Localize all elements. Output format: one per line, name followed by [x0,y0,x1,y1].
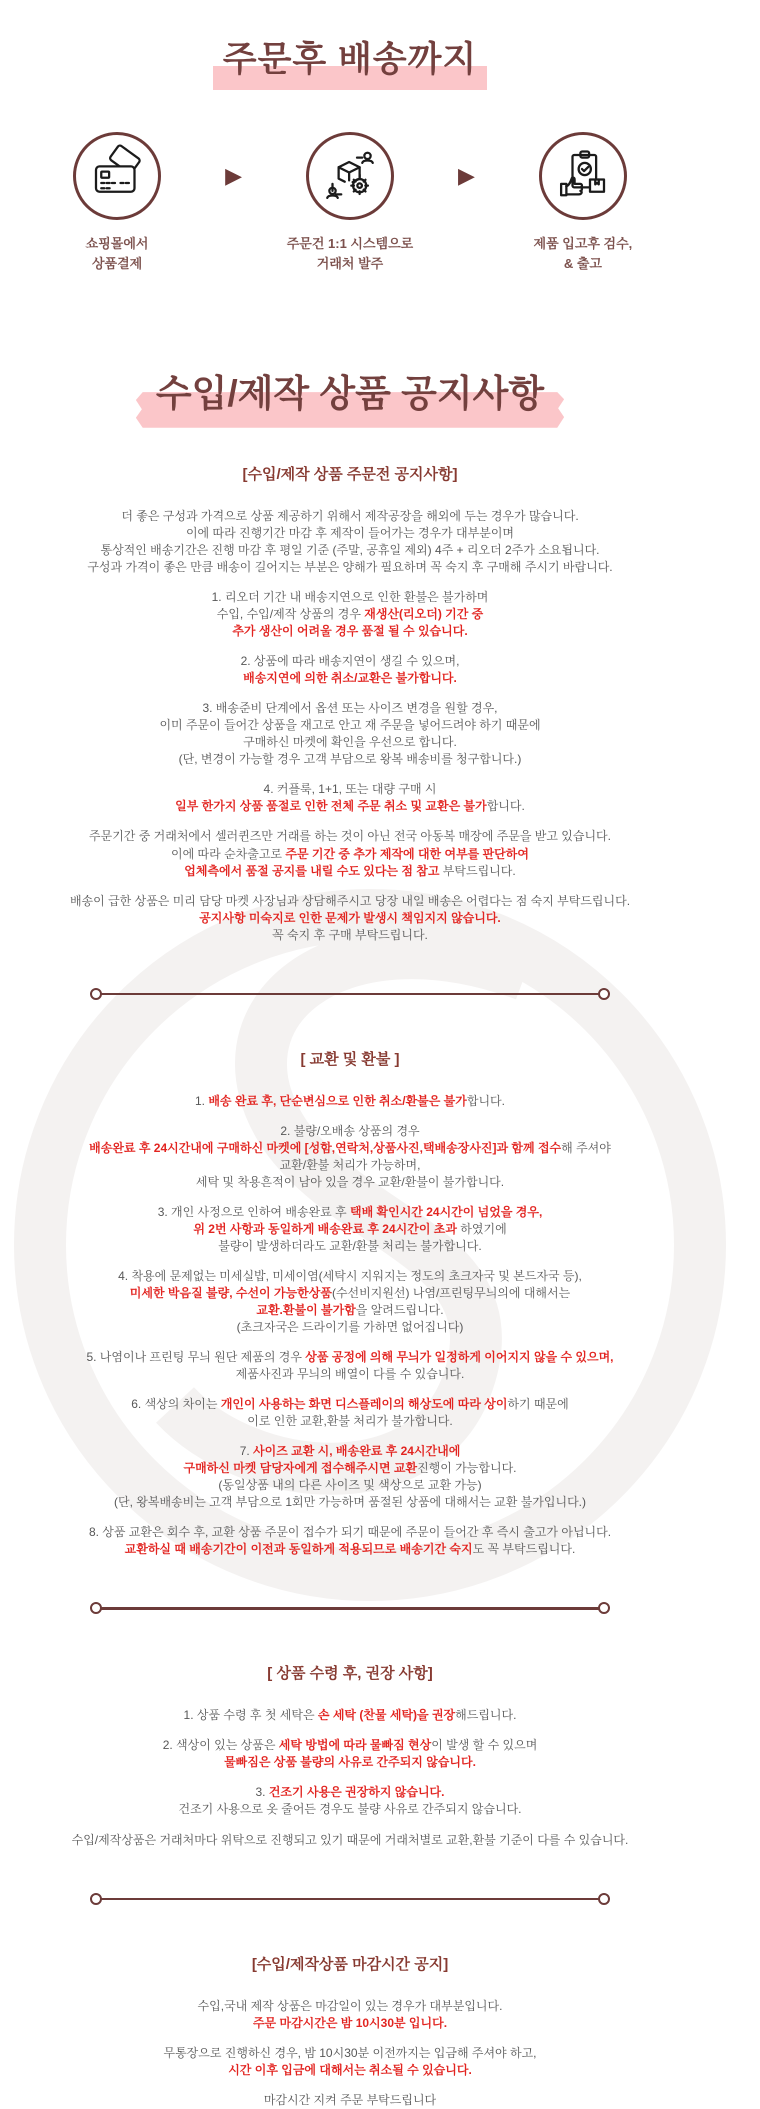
notice-sections [0,463,700,2109]
credit-card-icon [89,148,145,204]
red-emphasis-text: 재생산(리오더) 기간 중 [364,607,484,622]
step-inspection [499,132,667,273]
body-text: 합니다. [466,1093,505,1108]
divider-ring-left [90,1602,102,1614]
step-caption [499,234,667,273]
red-emphasis-text: 교환하실 때 배송기간이 이전과 동일하게 적용되므로 배송기간 숙지 [124,1542,473,1557]
section-divider [90,1893,610,1907]
step-caption-line: 제품 입고후 검수, [533,236,633,251]
red-emphasis-text: 주문 기간 중 추가 제작에 대한 여부를 판단하여 [285,846,529,861]
deadline-notice [0,1953,700,2109]
body-text: 2. 불량/오배송 상품의 경우 [280,1123,420,1138]
notice-paragraph [0,508,700,576]
body-text: 하였기에 [456,1221,507,1236]
body-text: 구성과 가격이 좋은 만큼 배송이 길어지는 부분은 양해가 필요하며 꼭 숙지 후 구매해 주시기 바랍니다. [87,560,613,575]
body-text: 배송이 급한 상품은 미리 담당 마켓 사장님과 상담해주시고 당장 내일 배송은 어렵다는 점 숙지 부탁드립니다. [69,893,631,908]
notice-paragraph [0,1396,700,1430]
divider-ring-left [90,1893,102,1905]
section-divider [90,1602,610,1616]
step-circle [539,132,627,220]
body-text: 수입,국내 제작 상품은 마감일이 있는 경우가 대부분입니다. [197,1998,503,2013]
body-text: 해드립니다. [455,1708,517,1723]
red-emphasis-text: 구매하신 마켓 담당자에게 접수해주시면 교환 [183,1461,418,1476]
body-text: 1. [195,1093,209,1108]
notice-paragraph [0,1998,700,2032]
notice-paragraph [0,1204,700,1255]
notice-paragraph [0,1123,700,1191]
body-text: 건조기 사용으로 옷 줄어든 경우도 불량 사유로 간주되지 않습니다. [178,1802,522,1817]
red-emphasis-text: 상품 공정에 의해 무늬가 일정하게 이어지지 않을 수 있으며, [305,1350,614,1365]
red-emphasis-text: 물빠짐은 상품 불량의 사유로 간주되지 않습니다. [224,1755,476,1770]
body-text: (동일상품 내의 다른 사이즈 및 색상으로 교환 가능) [218,1478,482,1493]
step-caption-line: 거래처 발주 [316,255,384,271]
body-text: 제품사진과 무늬의 배열이 다를 수 있습니다. [235,1367,465,1382]
red-emphasis-text: 업체측에서 품절 공지를 내릴 수도 있다는 점 참고 [184,863,440,878]
step-caption-line: & 출고 [563,255,602,271]
step-circle [73,132,161,220]
red-emphasis-text: 배송 완료 후, 단순변심으로 인한 취소/환불은 불가 [208,1093,467,1108]
red-emphasis-text: 미세한 박음질 불량, 수선이 가능한상품 [129,1285,332,1300]
inspection-icon [555,148,611,204]
notice-paragraph [0,2045,700,2079]
body-text: 3. 배송준비 단계에서 옵션 또는 사이즈 변경을 원할 경우, [202,701,498,716]
body-text: 이 발생 할 수 있으며 [431,1738,538,1753]
notice-paragraph [0,1524,700,1558]
body-text: 2. 상품에 따라 배송지연이 생길 수 있으며, [240,654,460,669]
red-emphasis-text: 택배 확인시간 24시간이 넘었을 경우, [350,1204,543,1219]
red-emphasis-text: 개인이 사용하는 화면 디스플레이의 해상도에 따라 상이 [220,1397,508,1412]
divider-ring-right [598,1893,610,1905]
page-title [0,0,700,90]
step-order-system [266,132,434,273]
notice-paragraph [0,1093,700,1110]
step-payment [33,132,201,273]
body-text: (단, 왕복배송비는 고객 부담으로 1회만 가능하며 품절된 상품에 대해서는 교환 불가입니다.) [114,1495,586,1510]
section-heading: [수입/제작상품 마감시간 공지] [251,1955,449,1973]
order-system-icon [322,148,378,204]
body-text: 진행이 가능합니다. [417,1461,517,1476]
section-heading: [ 교환 및 환불 ] [300,1050,400,1068]
preorder-notice [0,463,700,944]
body-text: 무통장으로 진행하신 경우, 밤 10시30분 이전까지는 입금해 주셔야 하고, [163,2045,537,2060]
notice-paragraph [0,653,700,687]
red-emphasis-text: 교환.환불이 불가함 [256,1302,356,1317]
body-text: 해 주셔야 [561,1140,611,1155]
body-text: 더 좋은 구성과 가격으로 상품 제공하기 위해서 제작공장을 해외에 두는 경우가 많습니다. [121,509,579,523]
body-text: 3. 개인 사정으로 인하여 배송완료 후 [157,1204,350,1219]
step-caption-line: 주문건 1:1 시스템으로 [286,236,414,251]
notice-paragraph [0,1737,700,1771]
red-emphasis-text: 사이즈 교환 시, 배송완료 후 24시간내에 [253,1444,461,1459]
notice-paragraph [0,1707,700,1724]
notice-paragraph [0,1832,700,1849]
red-emphasis-text: 시간 이후 입금에 대해서는 취소될 수 있습니다. [228,2062,472,2077]
body-text: 1. 리오더 기간 내 배송지연으로 인한 환불은 불가하며 [211,590,489,605]
red-emphasis-text: 세탁 방법에 따라 물빠짐 현상 [278,1738,432,1753]
body-text: 6. 색상의 차이는 [131,1397,221,1412]
notice-main-title-text: 수입/제작 상품 공지사항 [155,373,545,414]
exchange-refund [0,1048,700,1559]
step-caption-line: 상품결제 [91,255,143,271]
body-text: (초크자국은 드라이기를 가하면 없어집니다) [236,1320,464,1334]
section-heading: [ 상품 수령 후, 권장 사항] [267,1665,433,1683]
red-emphasis-text: 주문 마감시간은 밤 10시30분 입니다. [252,2015,448,2030]
page-title-highlight: 주문후 배송까지 [213,40,487,90]
body-text: 하기 때문에 [507,1397,569,1412]
body-text: 수입, 수입/제작 상품의 경우 [216,607,365,622]
notice-paragraph [0,828,700,879]
body-text: 구매하신 마켓에 확인을 우선으로 합니다. [243,735,457,750]
body-text: 8. 상품 교환은 회수 후, 교환 상품 주문이 접수가 되기 때문에 주문이 들어간 후 즉시 출고가 아닙니다. [88,1525,612,1540]
body-text: 부탁드립니다. [439,863,516,878]
red-emphasis-text: 건조기 사용은 권장하지 않습니다. [268,1785,445,1800]
body-text: 4. 커플룩, 1+1, 또는 대량 구매 시 [263,782,437,797]
divider-ring-right [598,1602,610,1614]
notice-paragraph [0,1784,700,1818]
red-emphasis-text: 일부 한가지 상품 품절로 인한 전체 주문 취소 및 교환은 불가 [175,799,487,814]
body-text: (단, 변경이 가능할 경우 고객 부담으로 왕복 배송비를 청구합니다.) [178,752,522,767]
step-caption [266,234,434,273]
body-text: 교환/환불 처리가 가능하며, [279,1157,421,1172]
notice-main-title [0,363,700,417]
divider-ring-right [598,988,610,1000]
body-text: 3. [255,1785,269,1800]
step-caption-line: 쇼핑몰에서 [85,236,149,251]
step-caption [33,234,201,273]
after-receipt-recommendation [0,1662,700,1848]
red-emphasis-text: 추가 생산이 어려울 경우 품절 될 수 있습니다. [232,624,468,639]
notice-paragraph [0,781,700,815]
notice-paragraph [0,1349,700,1383]
body-text: 이미 주문이 들어간 상품을 재고로 안고 재 주문을 넣어드려야 하기 때문에 [159,718,541,733]
body-text: 7. [239,1444,254,1459]
body-text: 주문기간 중 거래처에서 셀러퀸즈만 거래를 하는 것이 아닌 전국 아동복 매장에 주문을 받고 있습니다. [89,829,611,844]
notice-paragraph [0,700,700,768]
body-text: 마감시간 지켜 주문 부탁드립니다 [263,2092,437,2107]
body-text: 1. 상품 수령 후 첫 세탁은 [183,1708,318,1723]
body-text: 세탁 및 착용흔적이 남아 있을 경우 교환/환불이 불가합니다. [195,1174,505,1189]
body-text: 꼭 숙지 후 구매 부탁드립니다. [272,927,428,942]
body-text: 2. 색상이 있는 상품은 [162,1738,279,1753]
notice-paragraph [0,1268,700,1336]
section-heading: [수입/제작 상품 주문전 공지사항] [242,466,458,483]
arrow-right-icon: ▶ [225,163,242,188]
red-emphasis-text: 배송지연에 의한 취소/교환은 불가합니다. [243,671,457,686]
body-text: 을 알려드립니다. [355,1302,444,1317]
red-emphasis-text: 공지사항 미숙지로 인한 문제가 발생시 책임지지 않습니다. [199,910,501,925]
body-text: 이로 인한 교환,환불 처리가 불가합니다. [247,1414,453,1429]
notice-paragraph [0,589,700,640]
section-divider [90,988,610,1002]
body-text: (수선비지원선) 나염/프린팅무늬의에 대해서는 [331,1285,571,1300]
body-text: 도 꼭 부탁드립니다. [472,1542,576,1557]
red-emphasis-text: 배송완료 후 24시간내에 구매하신 마켓에 [성함,연락처,상품사진,택배송장사진]과 함께 접수 [89,1140,562,1155]
body-text: 5. 나염이나 프린팅 무늬 원단 제품의 경우 [86,1350,306,1365]
body-text: 이에 따라 순차출고로 [171,846,286,861]
arrow-right-icon: ▶ [458,163,475,188]
red-emphasis-text: 손 세탁 (찬물 세탁)을 권장 [317,1708,456,1723]
notice-paragraph [0,2092,700,2109]
body-text: 합니다. [486,799,525,814]
notice-paragraph [0,1443,700,1511]
divider-ring-left [90,988,102,1000]
body-text: 불량이 발생하더라도 교환/환불 처리는 불가합니다. [218,1238,482,1253]
body-text: 4. 착용에 문제없는 미세실밥, 미세이염(세탁시 지워지는 정도의 초크자국 및 본드자국 등), [118,1268,582,1283]
notice-paragraph [0,893,700,944]
step-circle [306,132,394,220]
body-text: 수입/제작상품은 거래처마다 위탁으로 진행되고 있기 때문에 거래처별로 교환,환불 기준이 다를 수 있습니다. [71,1832,629,1847]
body-text: 통상적인 배송기간은 진행 마감 후 평일 기준 (주말, 공휴일 제외) 4주 + 리오더 2주가 소요됩니다. [100,543,600,558]
red-emphasis-text: 위 2번 사항과 동일하게 배송완료 후 24시간이 초과 [193,1221,457,1236]
body-text: 이에 따라 진행기간 마감 후 제작이 들어가는 경우가 대부분이며 [185,526,515,541]
order-flow-steps [0,132,700,273]
